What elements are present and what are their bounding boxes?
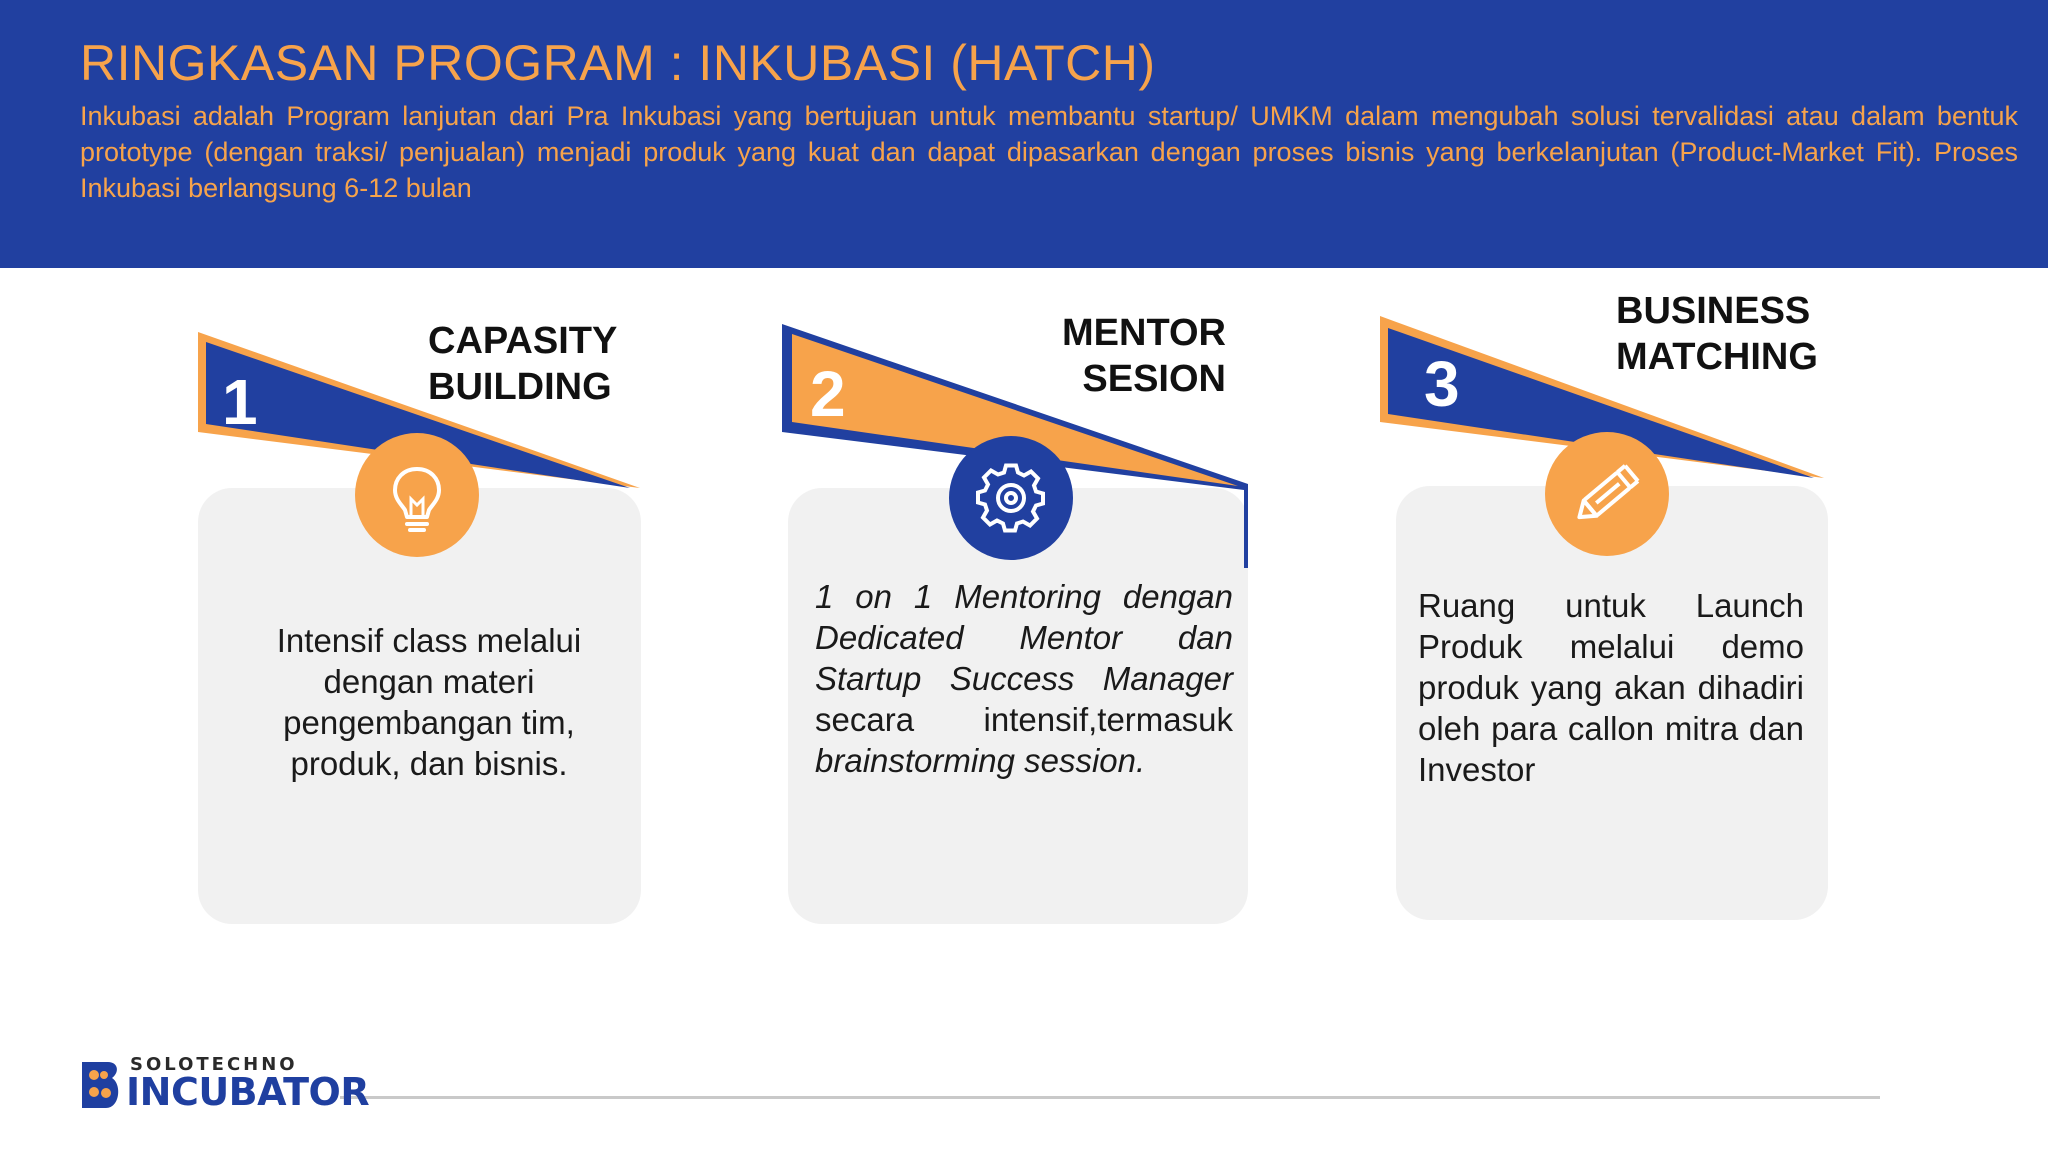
card-1-number: 1: [222, 366, 258, 438]
logo-top-text: SOLOTECHNO: [130, 1054, 298, 1075]
card-3-number: 3: [1424, 348, 1460, 420]
solotechno-incubator-logo: [78, 1054, 370, 1114]
card-1-title: CAPASITY BUILDING: [428, 320, 618, 408]
card-2-description: [815, 576, 1233, 781]
header-banner: [0, 0, 2048, 268]
card-2-text-part-4: brainstorming session.: [815, 742, 1146, 779]
gear-icon: [949, 436, 1073, 560]
card-2-title: MENTOR SESION: [1062, 312, 1226, 400]
page-title: RINGKASAN PROGRAM : INKUBASI (HATCH): [80, 35, 1156, 91]
card-3-description: Ruang untuk Launch Produk melalui demo produk yang akan dihadiri oleh para callon mitra dan Investor: [1418, 587, 1804, 788]
card-2-text-part-3: secara intensif,termasuk: [815, 701, 1233, 738]
card-2-text-part-2: Mentor dan Startup Success Manager: [815, 619, 1233, 697]
card-1-icon-circle: [355, 433, 479, 557]
card-1-description: Intensif class melalui dengan materi pengembangan tim, produk, dan bisnis.: [276, 622, 582, 782]
card-3-icon-circle: [1545, 432, 1669, 556]
card-2-icon-circle: [949, 436, 1073, 560]
page-description: Inkubasi adalah Program lanjutan dari Pra Inkubasi yang bertujuan untuk membantu startup/ UMKM dalam mengubah solusi tervalidasi atau dalam bentuk prototype (dengan traksi/ penjualan) menjadi produk yang kuat dan dapat dipasarkan dengan proses bisnis yang berkelanjutan (Product-Market Fit). Proses Inkubasi berlangsung 6-12 bulan: [80, 101, 2018, 203]
card-2-text-part-1: 1 on 1 Mentoring dengan Dedicated: [815, 578, 1233, 656]
lightbulb-icon: [355, 433, 479, 557]
pencil-icon: [1545, 432, 1669, 556]
card-2-number: 2: [810, 358, 846, 430]
logo-mark-icon: [78, 1058, 122, 1112]
footer-divider: [340, 1096, 1880, 1099]
card-3-title: BUSINESS MATCHING: [1616, 290, 1818, 378]
logo-main-text: INCUBATOR: [126, 1070, 370, 1114]
